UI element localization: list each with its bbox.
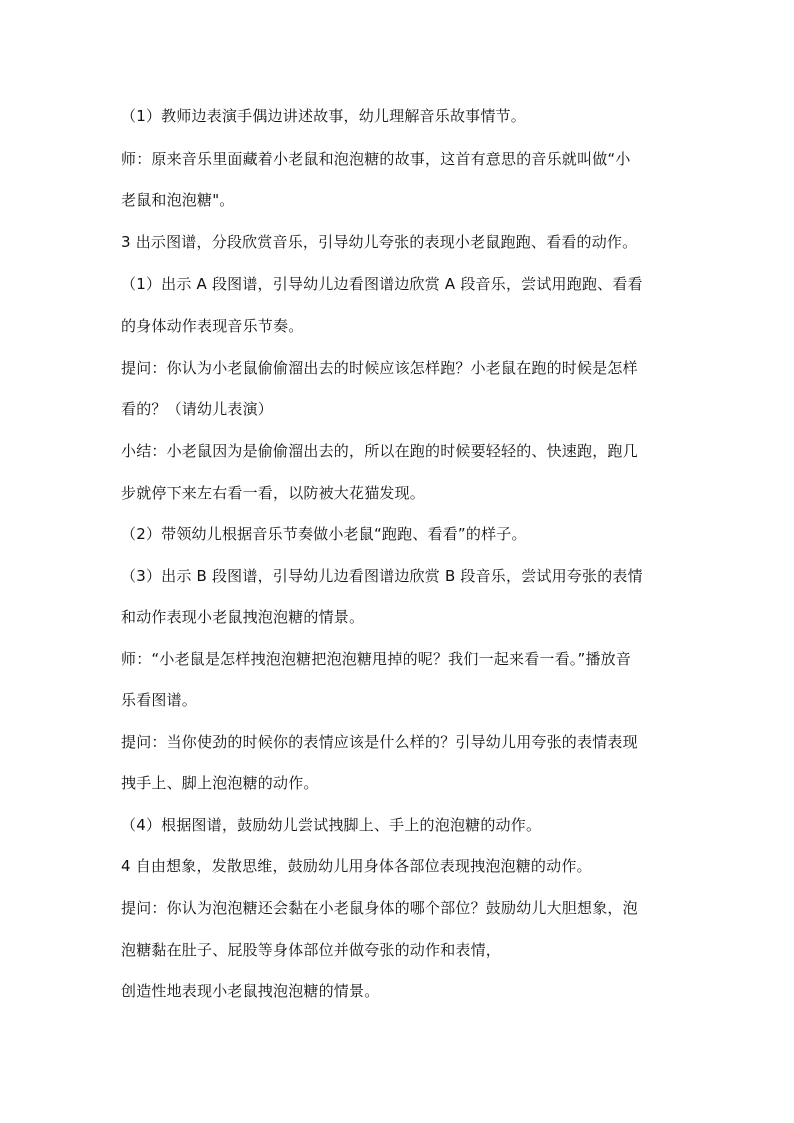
text-line: 师：“小老鼠是怎样拽泡泡糖把泡泡糖甩掉的呢？我们一起来看一看。”播放音 xyxy=(121,650,632,668)
text-line: 泡糖黏在肚子、屁股等身体部位并做夸张的动作和表情， xyxy=(121,941,502,959)
text-line: 3 出示图谱，分段欣赏音乐，引导幼儿夸张的表现小老鼠跑跑、看看的动作。 xyxy=(121,233,638,251)
text-line: 提问：你认为泡泡糖还会黏在小老鼠身体的哪个部位？鼓励幼儿大胆想象，泡 xyxy=(121,899,638,917)
text-line: （1）教师边表演手偶边讲述故事，幼儿理解音乐故事情节。 xyxy=(121,107,526,125)
text-line: （2）带领幼儿根据音乐节奏做小老鼠“跑跑、看看”的样子。 xyxy=(121,525,527,543)
text-line: 步就停下来左右看一看，以防被大花猫发现。 xyxy=(121,484,426,502)
text-line: 创造性地表现小老鼠拽泡泡糖的情景。 xyxy=(121,982,380,1000)
text-line: 小结：小老鼠因为是偷偷溜出去的，所以在跑的时候要轻轻的、快速跑，跑几 xyxy=(121,442,638,460)
text-line: 乐看图谱。 xyxy=(121,691,198,709)
text-line: 拽手上、脚上泡泡糖的动作。 xyxy=(121,774,319,792)
text-line: 的身体动作表现音乐节奏。 xyxy=(121,317,304,335)
text-line: （3）出示 B 段图谱，引导幼儿边看图谱边欣赏 B 段音乐，尝试用夸张的表情 xyxy=(121,567,643,585)
text-line: 提问：你认为小老鼠偷偷溜出去的时候应该怎样跑？小老鼠在跑的时候是怎样 xyxy=(121,359,638,377)
text-line: 提问：当你使劲的时候你的表情应该是什么样的？引导幼儿用夸张的表情表现 xyxy=(121,733,638,751)
text-line: 看的？（请幼儿表演） xyxy=(121,400,274,418)
text-line: 师：原来音乐里面藏着小老鼠和泡泡糖的故事，这首有意思的音乐就叫做“小 xyxy=(121,150,631,168)
text-line: 老鼠和泡泡糖"。 xyxy=(121,191,235,209)
text-line: （4）根据图谱，鼓励幼儿尝试拽脚上、手上的泡泡糖的动作。 xyxy=(121,816,542,834)
text-line: 和动作表现小老鼠拽泡泡糖的情景。 xyxy=(121,608,365,626)
text-line: （1）出示 A 段图谱，引导幼儿边看图谱边欣赏 A 段音乐，尝试用跑跑、看看 xyxy=(121,275,643,293)
text-line: 4 自由想象，发散思维，鼓励幼儿用身体各部位表现拽泡泡糖的动作。 xyxy=(121,857,592,875)
